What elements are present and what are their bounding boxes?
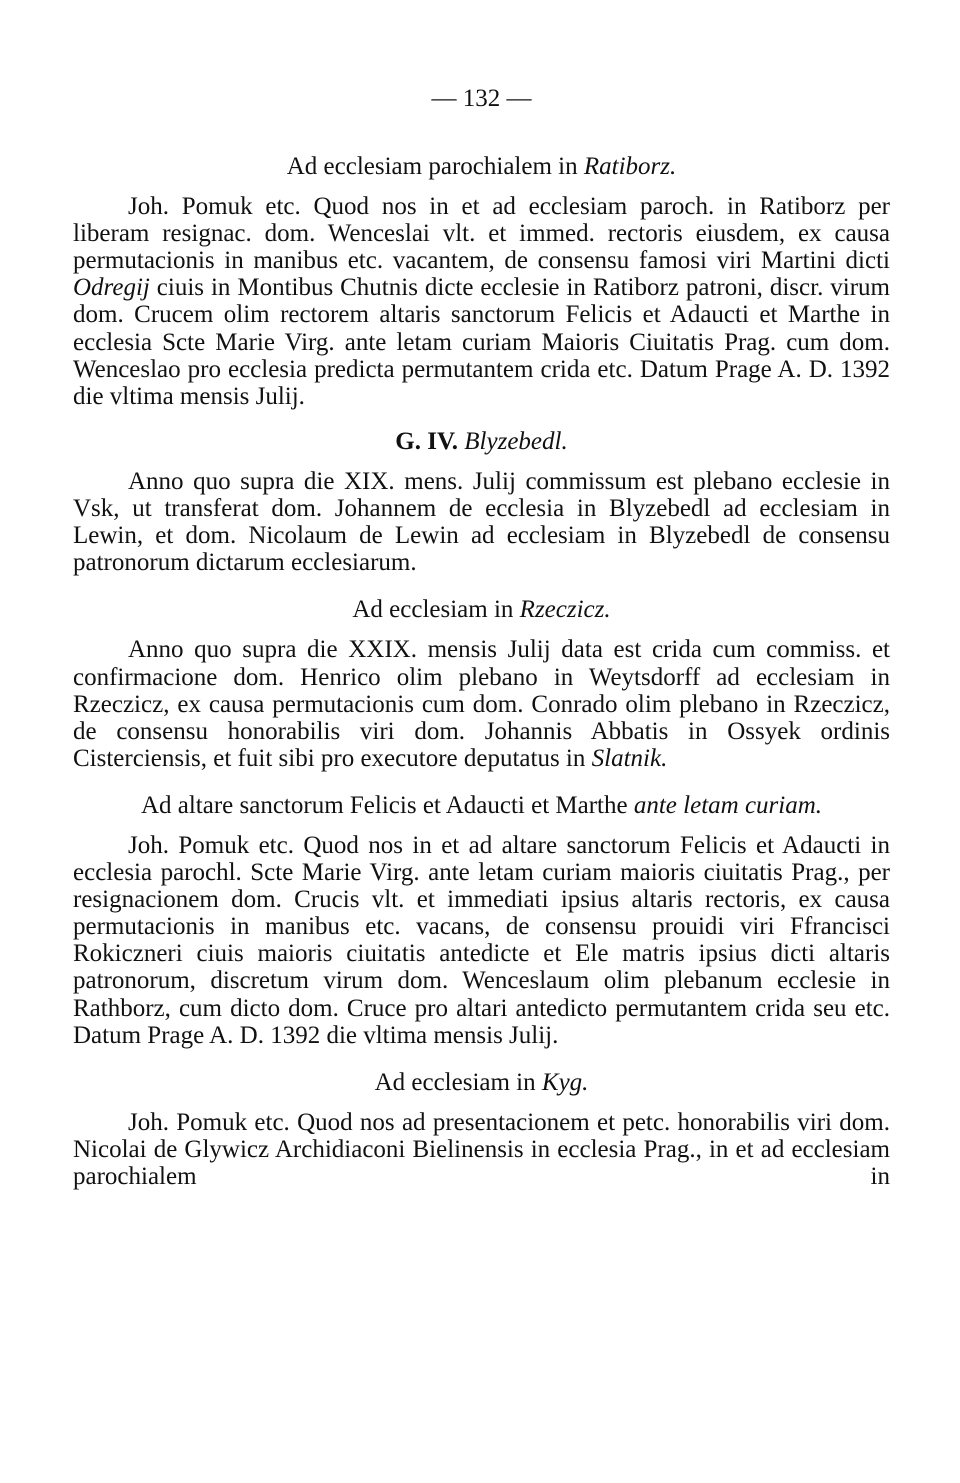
heading-place-name: Ratiborz. (583, 153, 677, 180)
paragraph-italic-name: Slatnik. (591, 744, 668, 772)
paragraph-kyg (73, 1109, 890, 1190)
section-heading-kyg (73, 1069, 890, 1096)
heading-text: Ad ecclesiam in (352, 596, 520, 624)
paragraph-italic-name: Odregij (73, 274, 150, 302)
section-heading-rzeczicz (73, 596, 890, 623)
heading-place-name: Rzeczicz. (519, 596, 611, 624)
paragraph-text: Joh. Pomuk etc. Quod nos in et ad altare sanctorum Felicis et Adaucti in ecclesia parochl. Scte Marie Virg. ante letam curiam maioris ciuitatis Prag., per resignacionem dom. Crucis vlt. et immediati ipsius altaris rectoris, ex causa permutacionis in manibus etc. vacans, de consensu prouidi viri Ffrancisci Rokiczneri ciuis maioris ciuitatis antedicte et Ele matris ipsius dicti altaris patronorum, discretum virum dom. Wenceslaum olim plebanum ecclesie in Rathborz, cum dicto dom. Cruce pro altari antedicto permutantem crida seu etc. Datum Prage A. D. 1392 die vltima mensis Julij. (73, 831, 890, 1049)
paragraph-text: Anno quo supra die XIX. mens. Julij commissum est plebano ecclesie in Vsk, ut transferat dom. Johannem de ecclesia in Blyzebedl ad ecclesiam in Lewin, et dom. Nicolaum de Lewin ad ecclesiam in Blyzebedl de consensu patronorum dictarum ecclesiarum. (73, 467, 890, 577)
heading-italic-text: ante letam curiam. (633, 791, 823, 819)
paragraph-text-continued: ciuis in Montibus Chutnis dicte ecclesie in Ratiborz patroni, discr. virum dom. Crucem olim rectorem altaris sanctorum Felicis et Adaucti et Marthe in ecclesia Scte Marie Virg. ante letam curiam Maioris Ciuitatis Prag. cum dom. Wenceslao pro ecclesia predicta permutantem crida etc. Datum Prage A. D. 1392 die vltima mensis Julij. (73, 274, 890, 410)
paragraph-blyzebedl (73, 468, 890, 576)
heading-section-number: G. IV. (395, 427, 459, 455)
paragraph-text: Anno quo supra die XXIX. mensis Julij data est crida cum commiss. et confirmacione dom. Henrico olim plebano in Weytsdorff ad ecclesiam in Rzeczicz, ex causa permutacionis cum dom. Conrado olim plebano in Rzeczicz, de consensu honorabilis viri dom. Johannis Abbatis in Ossyek ordinis Cisterciensis, et fuit sibi pro executore deputatus in (73, 636, 890, 772)
paragraph-altare (73, 832, 890, 1049)
heading-place-name: Blyzebedl. (464, 427, 568, 455)
page-number: — 132 — (431, 85, 532, 112)
heading-place-name: Kyg. (541, 1068, 589, 1096)
paragraph-text: Joh. Pomuk etc. Quod nos in et ad ecclesiam paroch. in Ratiborz per liberam resignac. dom. Wenceslai vlt. et immed. rectoris eiusdem, ex causa permutacionis in manibus etc. vacantem, de consensu famosi viri Martini dicti (73, 193, 890, 275)
section-heading-altare (73, 792, 890, 819)
paragraph-ratiborz (73, 193, 890, 410)
section-heading-blyzebedl (73, 428, 890, 455)
paragraph-text: Joh. Pomuk etc. Quod nos ad presentacionem et petc. honorabilis viri dom. Nicolai de Glywicz Archidiaconi Bielinensis in ecclesia Prag., in et ad ecclesiam parochialem in (73, 1108, 890, 1190)
heading-text: Ad ecclesiam in (374, 1068, 542, 1096)
paragraph-rzeczicz (73, 636, 890, 771)
heading-text: Ad ecclesiam parochialem in (286, 153, 584, 180)
section-heading-ratiborz (73, 153, 890, 180)
heading-text: Ad altare sanctorum Felicis et Adaucti et Marthe (140, 791, 634, 819)
